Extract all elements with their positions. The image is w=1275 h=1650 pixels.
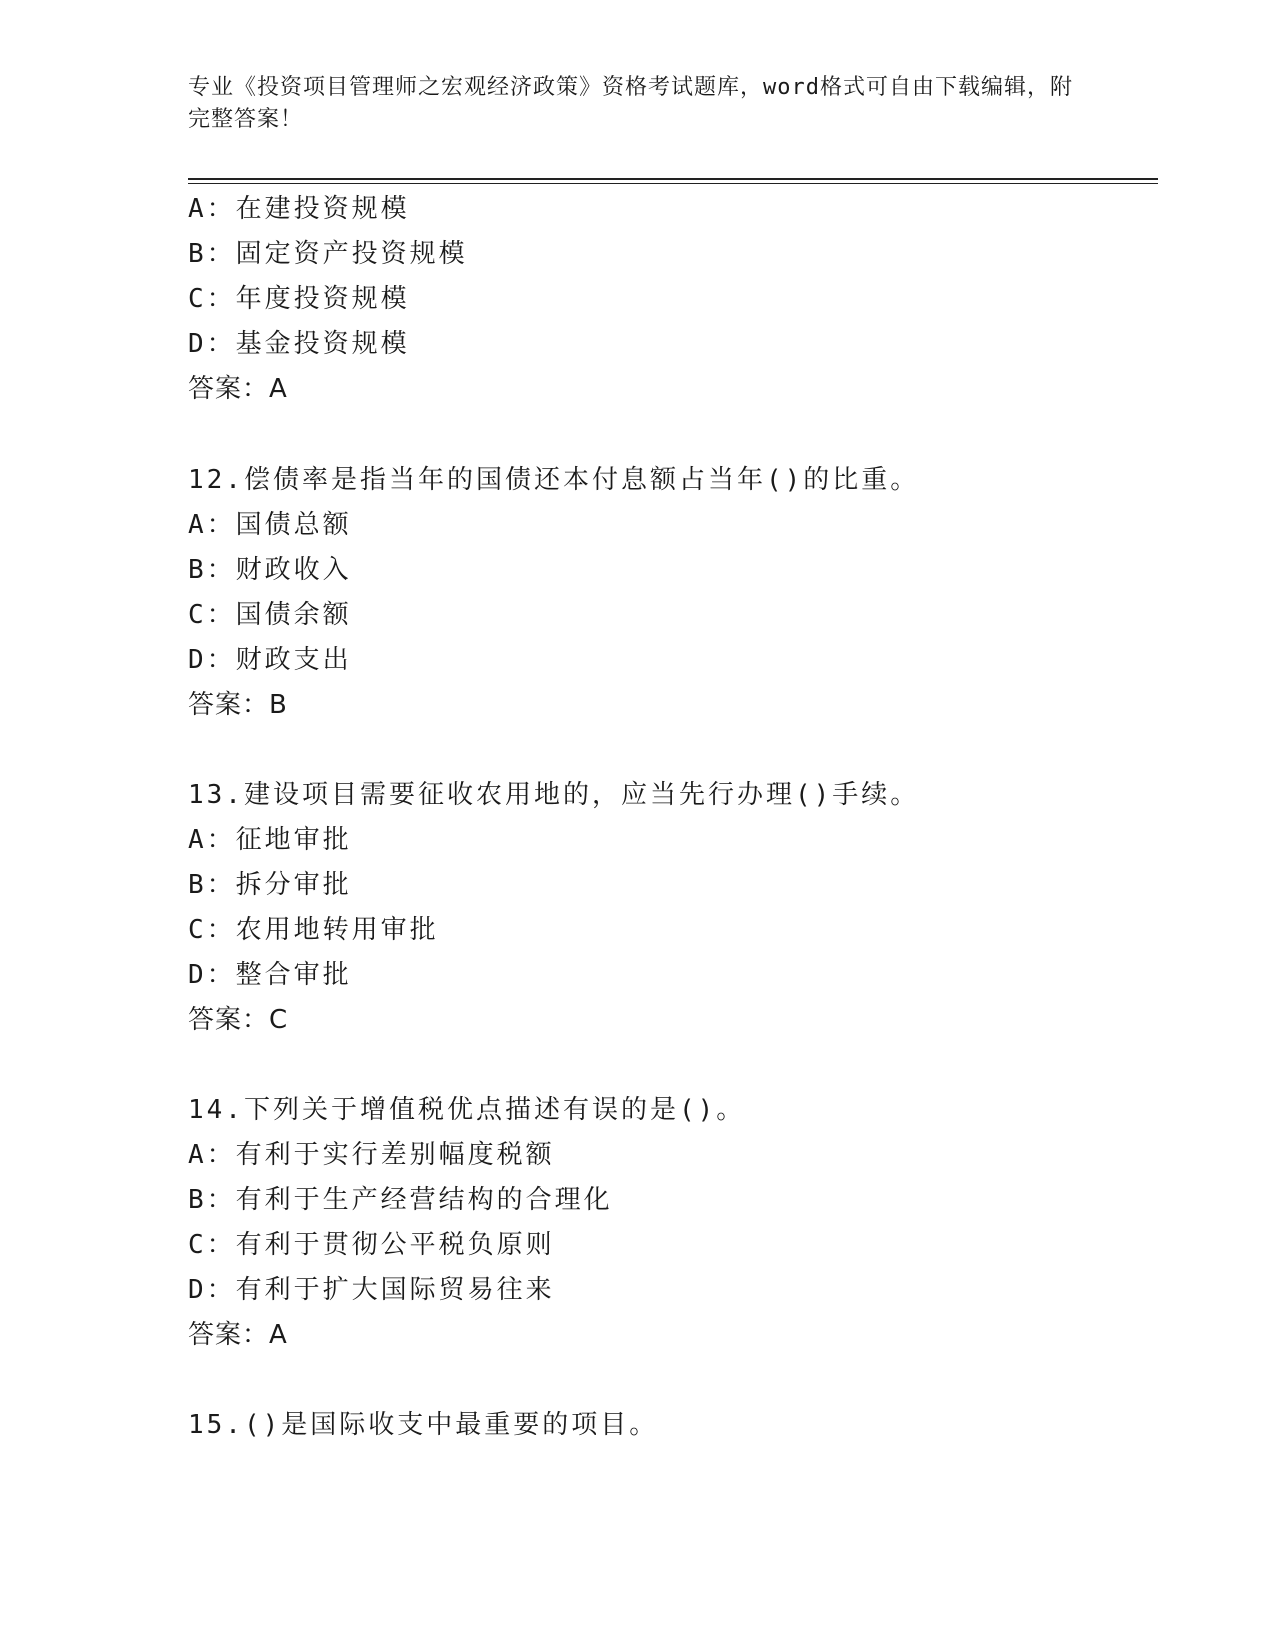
q12-answer: 答案：B bbox=[188, 690, 288, 720]
q14-option-a: A：有利于实行差别幅度税额 bbox=[188, 1140, 555, 1170]
q13-option-c: C：农用地转用审批 bbox=[188, 915, 439, 945]
q11-option-b: B：固定资产投资规模 bbox=[188, 239, 468, 269]
q11-option-a: A：在建投资规模 bbox=[188, 194, 410, 224]
q14-answer: 答案：A bbox=[188, 1320, 288, 1350]
q11-answer: 答案：A bbox=[188, 374, 288, 404]
header-rule-thin bbox=[188, 183, 1158, 184]
q11-option-d: D：基金投资规模 bbox=[188, 329, 410, 359]
q12-option-a: A：国债总额 bbox=[188, 510, 352, 540]
q14-option-b: B：有利于生产经营结构的合理化 bbox=[188, 1185, 613, 1215]
q11-option-c: C：年度投资规模 bbox=[188, 284, 410, 314]
q14-option-d: D：有利于扩大国际贸易往来 bbox=[188, 1275, 555, 1305]
q13-question: 13.建设项目需要征收农用地的，应当先行办理()手续。 bbox=[188, 780, 920, 810]
q12-option-d: D：财政支出 bbox=[188, 645, 352, 675]
q14-option-c: C：有利于贯彻公平税负原则 bbox=[188, 1230, 555, 1260]
q12-option-c: C：国债余额 bbox=[188, 600, 352, 630]
q12-question: 12.偿债率是指当年的国债还本付息额占当年()的比重。 bbox=[188, 465, 920, 495]
q13-answer: 答案：C bbox=[188, 1005, 289, 1035]
q13-option-b: B：拆分审批 bbox=[188, 870, 352, 900]
q15-question: 15.()是国际收支中最重要的项目。 bbox=[188, 1410, 659, 1440]
q13-option-d: D：整合审批 bbox=[188, 960, 352, 990]
q14-question: 14.下列关于增值税优点描述有误的是()。 bbox=[188, 1095, 746, 1125]
header-rule-thick bbox=[188, 178, 1158, 180]
document-header: 专业《投资项目管理师之宏观经济政策》资格考试题库，word格式可自由下载编辑，附完整答案！ bbox=[188, 75, 1073, 132]
q12-option-b: B：财政收入 bbox=[188, 555, 352, 585]
q13-option-a: A：征地审批 bbox=[188, 825, 352, 855]
